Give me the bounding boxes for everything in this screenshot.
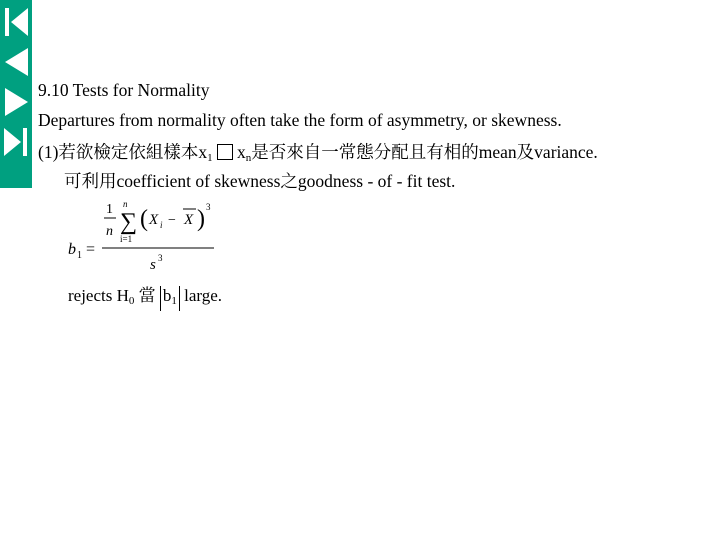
abs-b-sub: 1 <box>171 295 177 307</box>
formula-x-sub: i <box>160 220 163 230</box>
formula-n: n <box>106 224 113 239</box>
rejects-line <box>68 281 222 311</box>
formula-sum-bottom: i=1 <box>120 234 133 244</box>
slide-navigation <box>0 0 32 188</box>
rejects-part-b: 當 <box>134 286 156 305</box>
rejects-part-a: rejects H <box>68 286 129 305</box>
formula-one: 1 <box>106 202 113 217</box>
formula-s: s <box>150 257 156 273</box>
line2-sub-n: n <box>245 152 252 164</box>
abs-b: b <box>162 286 172 305</box>
body-line-departures: Departures from normality often take the form of asymmetry, or skewness. <box>38 110 562 130</box>
formula-equals: = <box>86 241 96 258</box>
formula-xbar: X <box>184 212 194 228</box>
next-slide-icon[interactable] <box>2 84 30 120</box>
formula-x: X <box>149 212 159 228</box>
formula-b: b <box>68 241 76 258</box>
rejects-sub-0: 0 <box>128 295 135 307</box>
missing-glyph-icon <box>217 144 233 160</box>
formula-power: 3 <box>206 202 211 212</box>
line2-part-b: x <box>232 142 246 162</box>
body-line-test-sample <box>38 139 598 164</box>
formula-minus: − <box>168 213 176 228</box>
formula-b-sub: 1 <box>77 250 82 261</box>
body-line-skewness-test: 可利用coefficient of skewness之goodness - of - fit test. <box>64 171 456 191</box>
previous-slide-icon[interactable] <box>2 44 30 80</box>
abs-b1 <box>160 286 180 311</box>
line2-part-c: 是否來自一常態分配且有相的mean及variance. <box>251 142 598 162</box>
first-slide-icon[interactable] <box>2 4 30 40</box>
formula-lparen: ( <box>140 206 148 232</box>
last-slide-icon[interactable] <box>2 124 30 160</box>
formula-s-power: 3 <box>158 253 163 263</box>
skewness-formula <box>64 196 234 276</box>
line2-part-a: (1)若欲檢定依組樣本x <box>38 142 208 162</box>
slide-title: 9.10 Tests for Normality <box>38 80 210 100</box>
formula-sigma: ∑ <box>120 209 138 235</box>
formula-rparen: ) <box>197 206 205 232</box>
rejects-part-c: large. <box>179 286 223 305</box>
formula-sum-top: n <box>123 199 128 209</box>
line2-sub-1: 1 <box>207 152 213 164</box>
